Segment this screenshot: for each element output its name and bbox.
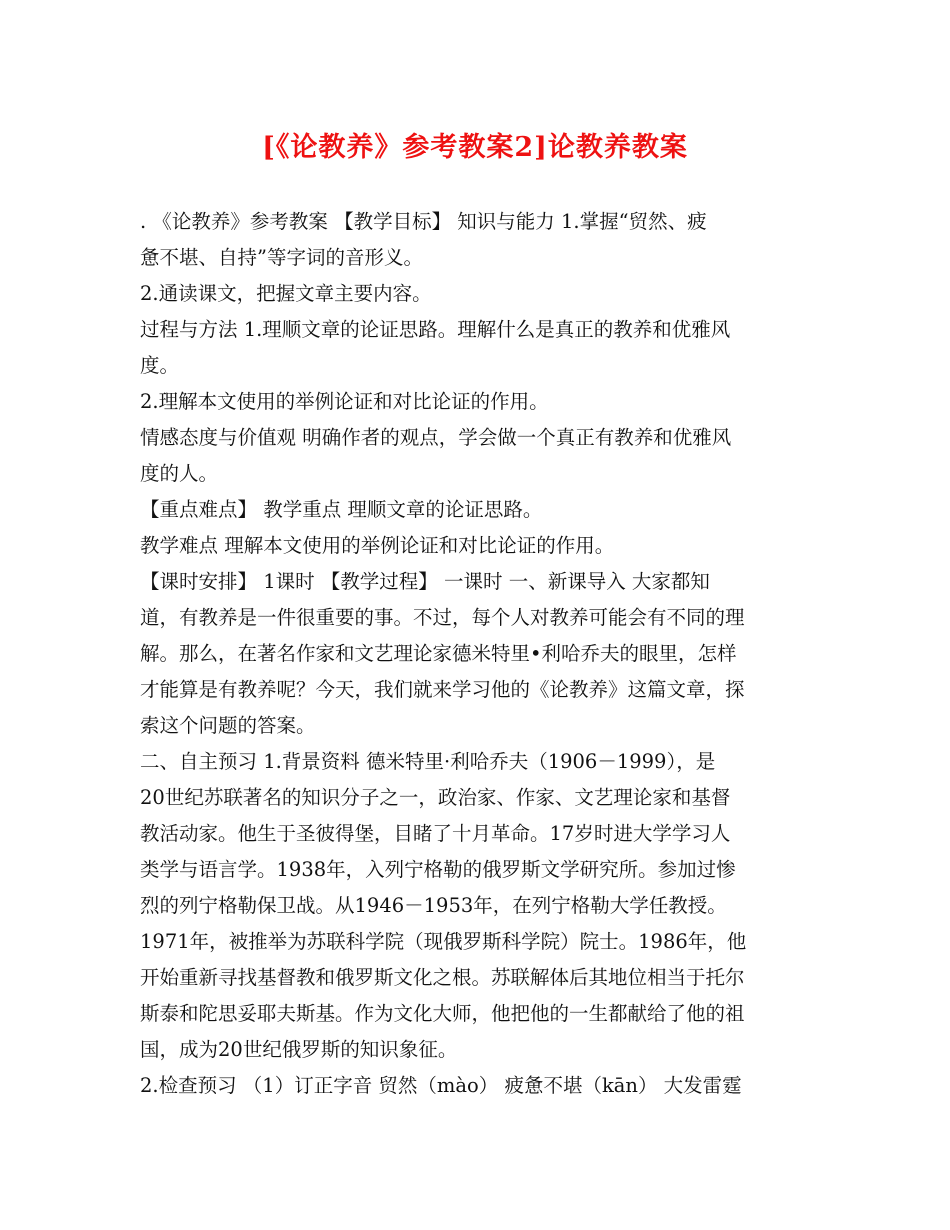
- document-body: [140, 204, 830, 1104]
- text-line: 2.检查预习 （1）订正字音 贸然（mào） 疲惫不堪（kān） 大发雷霆: [140, 1074, 742, 1097]
- text-line: 索这个问题的答案。: [140, 714, 316, 737]
- text-line: 道，有教养是一件很重要的事。不过，每个人对教养可能会有不同的理: [140, 606, 745, 629]
- text-line: 国，成为20世纪俄罗斯的知识象征。: [140, 1038, 458, 1061]
- text-line: 情感态度与价值观 明确作者的观点，学会做一个真正有教养和优雅风: [140, 426, 732, 449]
- text-line: 2.通读课文，把握文章主要内容。: [140, 282, 432, 305]
- text-line: 开始重新寻找基督教和俄罗斯文化之根。苏联解体后其地位相当于托尔: [140, 966, 745, 989]
- text-line: 类学与语言学。1938年，入列宁格勒的俄罗斯文学研究所。参加过惨: [140, 858, 736, 881]
- text-line: 解。那么，在著名作家和文艺理论家德米特里•利哈乔夫的眼里，怎样: [140, 642, 737, 665]
- text-line: . 《论教养》参考教案 【教学目标】 知识与能力 1.掌握“贸然、疲: [140, 210, 707, 233]
- text-line: 教学难点 理解本文使用的举例论证和对比论证的作用。: [140, 534, 615, 557]
- text-line: 【重点难点】 教学重点 理顺文章的论证思路。: [140, 498, 543, 521]
- text-line: 1971年，被推举为苏联科学院（现俄罗斯科学院）院士。1986年，他: [140, 930, 747, 953]
- text-line: 烈的列宁格勒保卫战。从1946－1953年，在列宁格勒大学任教授。: [140, 894, 727, 917]
- text-line: 惫不堪、自持”等字词的音形义。: [140, 246, 423, 269]
- document-title: [《论教养》参考教案2]论教养教案: [262, 132, 688, 163]
- text-line: 二、自主预习 1.背景资料 德米特里·利哈乔夫（1906－1999），是: [140, 750, 716, 773]
- text-line: 才能算是有教养呢？今天，我们就来学习他的《论教养》这篇文章，探: [140, 678, 745, 701]
- text-line: 过程与方法 1.理顺文章的论证思路。理解什么是真正的教养和优雅风: [140, 318, 731, 341]
- text-line: 2.理解本文使用的举例论证和对比论证的作用。: [140, 390, 549, 413]
- text-line: 斯泰和陀思妥耶夫斯基。作为文化大师，他把他的一生都献给了他的祖: [140, 1002, 745, 1025]
- text-line: 度的人。: [140, 462, 219, 485]
- text-line: 度。: [140, 354, 180, 377]
- text-line: 20世纪苏联著名的知识分子之一，政治家、作家、文艺理论家和基督: [140, 786, 731, 809]
- text-line: 【课时安排】 1课时 【教学过程】 一课时 一、新课导入 大家都知: [140, 570, 710, 593]
- text-line: 教活动家。他生于圣彼得堡，目睹了十月革命。17岁时进大学学习人: [140, 822, 731, 845]
